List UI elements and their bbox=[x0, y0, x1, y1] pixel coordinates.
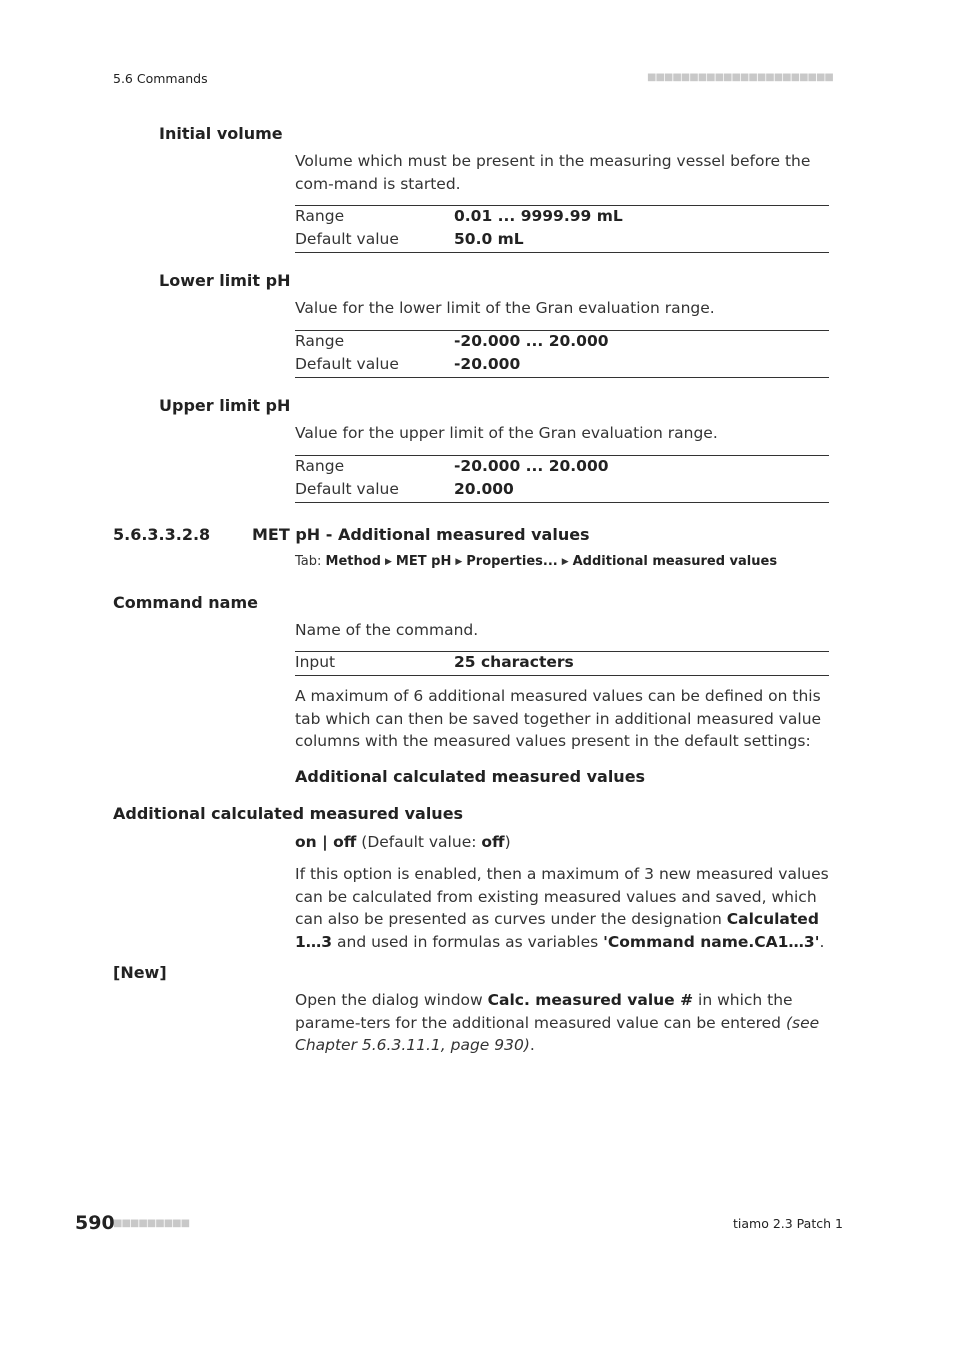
table-key: Range bbox=[295, 457, 345, 475]
param-table-lower-limit bbox=[295, 330, 829, 378]
table-value: -20.000 ... 20.000 bbox=[454, 457, 609, 475]
table-row bbox=[295, 652, 829, 675]
new-description bbox=[295, 989, 829, 1057]
additional-text: If this option is enabled, then a maximum of 3 new measured values can be calculated from existing measured values and saved, which can also be presented as curves under the designation bbox=[295, 865, 829, 928]
tab-path-item: Additional measured values bbox=[572, 554, 778, 569]
table-key: Input bbox=[295, 653, 336, 671]
table-row bbox=[295, 206, 829, 229]
section-number: 5.6.3.3.2.8 bbox=[113, 525, 211, 544]
param-description-upper-limit: Value for the upper limit of the Gran evaluation range. bbox=[295, 424, 718, 442]
table-row bbox=[295, 456, 829, 479]
param-description-command-name: Name of the command. bbox=[295, 621, 479, 639]
command-name-note: A maximum of 6 additional measured values can be defined on this tab which can then be saved together in additional measured value columns with the measured values present in the default settings: bbox=[295, 687, 822, 750]
table-value: 20.000 bbox=[454, 480, 514, 498]
additional-bold-variable: 'Command name.CA1…3' bbox=[603, 932, 820, 951]
option-values: on | off bbox=[295, 833, 357, 851]
table-row bbox=[295, 354, 829, 377]
new-bold-dialog: Calc. measured value # bbox=[487, 991, 694, 1009]
section-title: MET pH - Additional measured values bbox=[252, 525, 590, 544]
subheading-additional-calculated: Additional calculated measured values bbox=[295, 767, 646, 786]
param-title-lower-limit: Lower limit pH bbox=[159, 271, 291, 290]
footer-dots: ■■■■■■■■■ bbox=[113, 1218, 190, 1229]
table-value: 50.0 mL bbox=[454, 230, 524, 248]
tab-path-item: Properties... bbox=[466, 554, 558, 569]
triangle-right-icon: ▶ bbox=[455, 557, 463, 567]
running-header-dots: ■■■■■■■■■■■■■■■■■■■■■■ bbox=[647, 72, 833, 83]
chapter-reference-link[interactable]: (see Chapter 5.6.3.11.1, page 930) bbox=[295, 1013, 820, 1054]
additional-text-mid: and used in formulas as variables bbox=[332, 932, 604, 951]
option-values-line bbox=[295, 831, 829, 854]
param-title-new: [New] bbox=[113, 963, 167, 982]
page-number: 590 bbox=[75, 1212, 115, 1234]
param-title-command-name: Command name bbox=[113, 593, 258, 612]
param-table-initial-volume bbox=[295, 205, 829, 253]
table-value: 0.01 ... 9999.99 mL bbox=[454, 207, 623, 225]
table-key: Default value bbox=[295, 230, 399, 248]
table-row bbox=[295, 229, 829, 252]
tab-path-item: Method bbox=[325, 554, 381, 569]
table-row bbox=[295, 331, 829, 354]
running-header-section: 5.6 Commands bbox=[113, 71, 208, 86]
table-value: -20.000 ... 20.000 bbox=[454, 332, 609, 350]
default-suffix: ) bbox=[504, 833, 511, 851]
param-title-initial-volume: Initial volume bbox=[159, 124, 283, 143]
table-value: 25 characters bbox=[454, 653, 574, 671]
table-row bbox=[295, 479, 829, 502]
default-prefix: (Default value: bbox=[361, 833, 482, 851]
table-key: Range bbox=[295, 332, 345, 350]
tab-path bbox=[295, 554, 777, 569]
table-key: Range bbox=[295, 207, 345, 225]
tab-path-prefix: Tab: bbox=[295, 554, 322, 569]
param-table-command-name bbox=[295, 651, 829, 676]
table-key: Default value bbox=[295, 480, 399, 498]
default-value: off bbox=[481, 833, 505, 851]
table-key: Default value bbox=[295, 355, 399, 373]
additional-description bbox=[295, 863, 829, 953]
triangle-right-icon: ▶ bbox=[385, 557, 392, 567]
param-table-upper-limit bbox=[295, 455, 829, 503]
tab-path-item: MET pH bbox=[395, 554, 452, 569]
additional-bold-calculated: Calculated 1…3 bbox=[295, 910, 819, 951]
additional-text-end: . bbox=[819, 932, 825, 951]
param-title-additional-calculated: Additional calculated measured values bbox=[113, 804, 464, 823]
triangle-right-icon: ▶ bbox=[561, 557, 569, 567]
new-text-mid: in which the parame-ters for the additional measured value can be entered bbox=[295, 991, 793, 1032]
param-title-upper-limit: Upper limit pH bbox=[159, 396, 291, 415]
footer-product: tiamo 2.3 Patch 1 bbox=[733, 1216, 843, 1231]
param-description-lower-limit: Value for the lower limit of the Gran evaluation range. bbox=[295, 299, 715, 317]
new-text: Open the dialog window bbox=[295, 991, 488, 1009]
new-text-end: . bbox=[529, 1036, 535, 1054]
param-description-initial-volume: Volume which must be present in the measuring vessel before the com-mand is started. bbox=[295, 152, 811, 193]
table-value: -20.000 bbox=[454, 355, 521, 373]
